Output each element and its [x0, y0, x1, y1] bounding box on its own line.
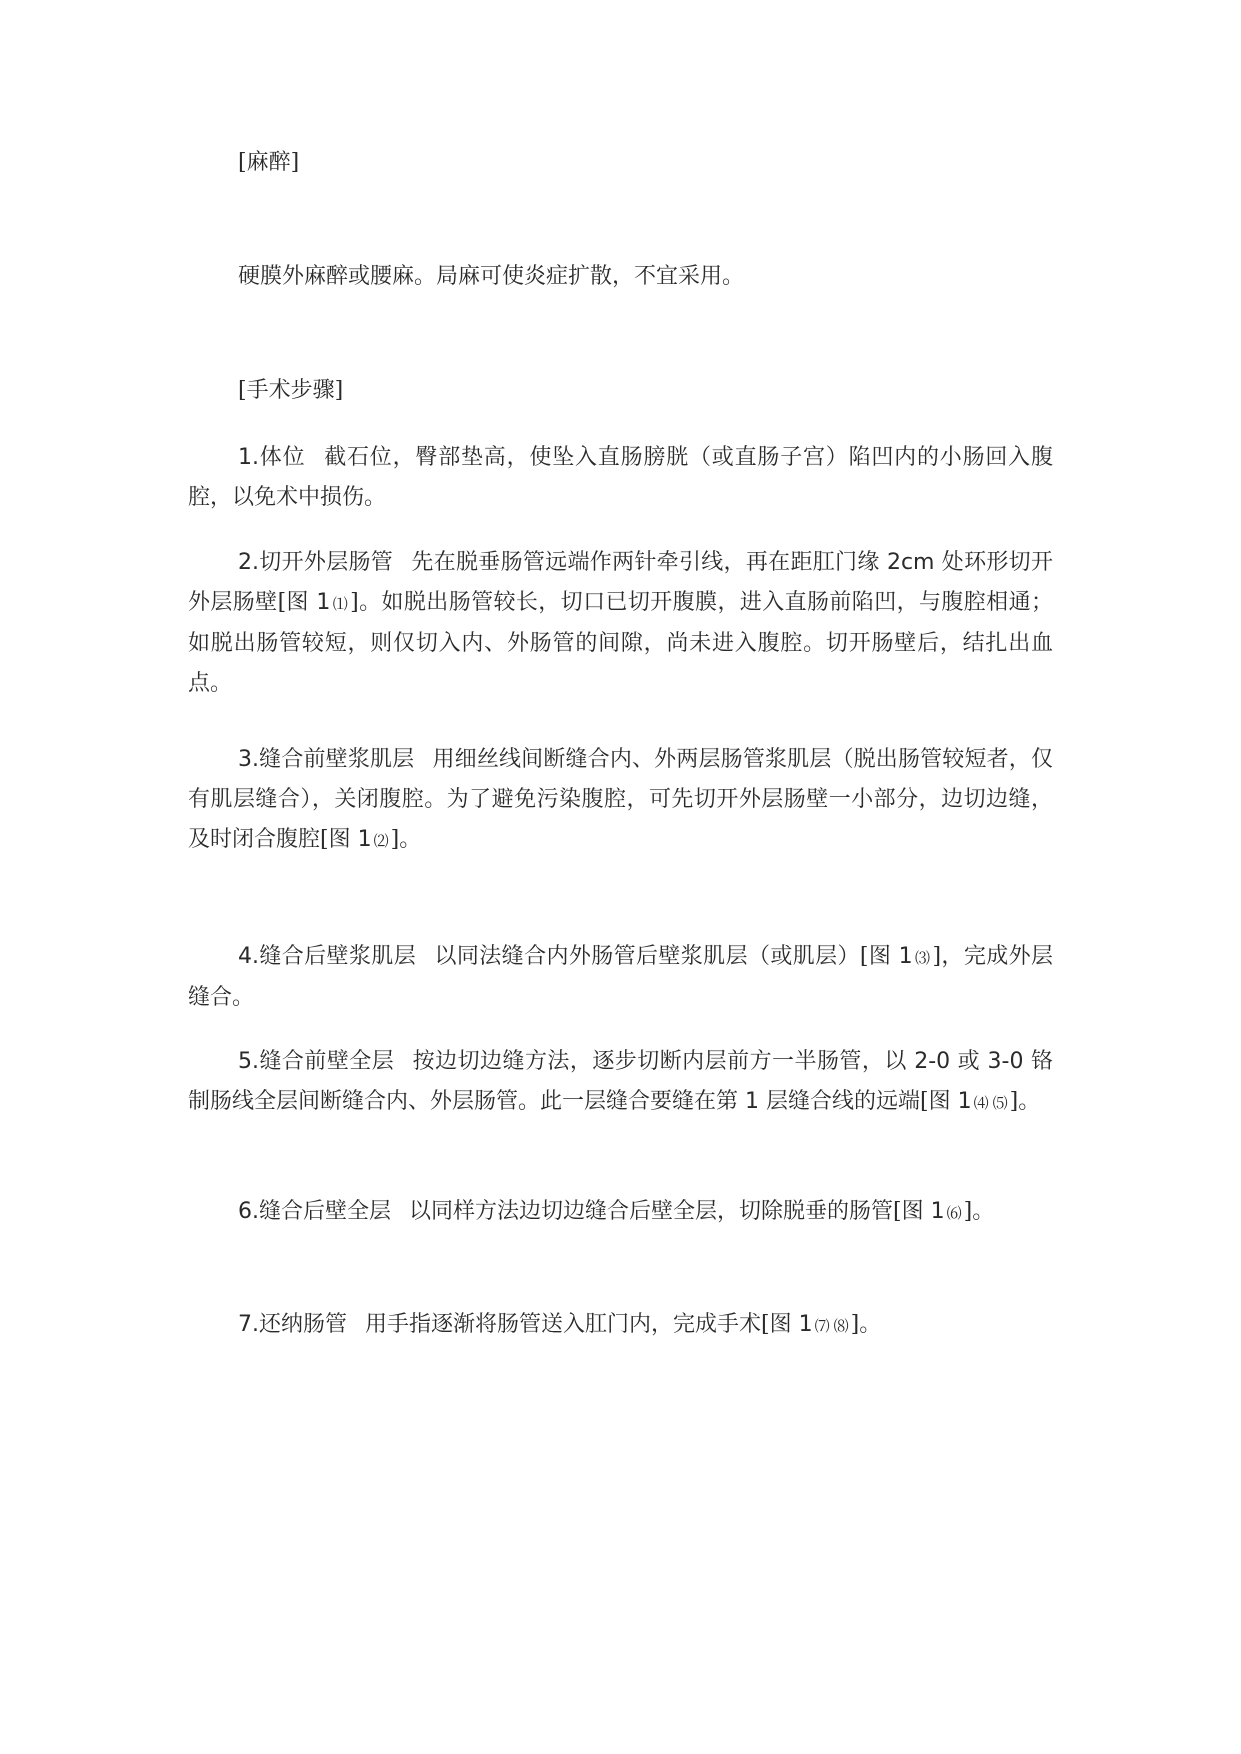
step-body: 以同样方法边切边缝合后壁全层，切除脱垂的肠管[图 — [409, 1199, 924, 1224]
layer-number: 1 — [745, 1089, 760, 1114]
figure-number: 1 — [898, 944, 913, 969]
step-body: 截石位，臀部垫高，使坠入直肠膀胱（或直肠子宫）陷凹内的小肠回入腹腔，以免术中损伤。 — [188, 445, 1053, 510]
step-number: 4. — [238, 944, 259, 969]
step-body: 处环形切开外层肠壁[图 — [188, 550, 1053, 615]
step-title: 缝合后壁浆肌层 — [259, 944, 417, 969]
step-body: ]。 — [850, 1312, 882, 1337]
step-body: ]。 — [1009, 1089, 1041, 1114]
figure-ref: ⑶ — [914, 949, 931, 967]
step-body: 以同法缝合内外肠管后壁浆肌层（或肌层）[图 — [434, 944, 892, 969]
step-title: 还纳肠管 — [259, 1312, 348, 1337]
step-6 — [188, 1192, 1053, 1233]
distance-value: 2cm — [886, 550, 935, 575]
heading-text: [手术步骤] — [238, 378, 344, 403]
step-body: ]。 — [390, 827, 422, 852]
figure-number: 1 — [930, 1199, 945, 1224]
step-title: 缝合后壁全层 — [259, 1199, 392, 1224]
step-number: 2. — [238, 550, 259, 575]
step-body: ]，完成外层缝合。 — [188, 944, 1053, 1010]
figure-ref: ⑴ — [332, 595, 349, 613]
figure-number: 1 — [357, 827, 372, 852]
step-body: 按边切边缝方法，逐步切断内层前方一半肠管，以 — [412, 1049, 907, 1074]
step-title: 缝合前壁全层 — [259, 1049, 395, 1074]
step-4 — [188, 937, 1053, 1018]
step-title: 切开外层肠管 — [259, 550, 394, 575]
figure-ref: ⑷ — [973, 1094, 989, 1112]
step-number: 1. — [238, 445, 259, 470]
step-2 — [188, 543, 1053, 704]
heading-text: [麻醉] — [238, 150, 300, 175]
figure-number: 1 — [957, 1089, 972, 1114]
step-7 — [188, 1305, 1053, 1346]
paragraph-text: 硬膜外麻醉或腰麻。局麻可使炎症扩散，不宜采用。 — [238, 264, 745, 289]
step-3 — [188, 740, 1053, 861]
paragraph-anesthesia — [188, 257, 1053, 297]
step-body: 层缝合线的远端[图 — [766, 1089, 951, 1114]
figure-ref: ⑹ — [946, 1204, 962, 1222]
step-title: 体位 — [259, 445, 306, 470]
step-title: 缝合前壁浆肌层 — [259, 747, 415, 772]
step-number: 7. — [238, 1312, 259, 1337]
suture-size: 2-0 — [914, 1049, 951, 1074]
step-body: ]。如脱出肠管较长，切口已切开腹膜，进入直肠前陷凹，与腹腔相通；如脱出肠管较短，则仅切入内、外肠管的间隙，尚未进入腹腔。切开肠壁后，结扎出血点。 — [188, 590, 1053, 696]
suture-size: 3-0 — [987, 1049, 1024, 1074]
step-number: 5. — [238, 1049, 259, 1074]
step-number: 3. — [238, 747, 259, 772]
step-1 — [188, 438, 1053, 518]
figure-number: 1 — [316, 590, 331, 615]
step-body: 铬制肠线全层间断缝合内、外层肠管。此一层缝合要缝在第 — [188, 1049, 1053, 1114]
section-heading-anesthesia — [188, 143, 1053, 183]
step-body: 用手指逐渐将肠管送入肛门内，完成手术[图 — [365, 1312, 792, 1337]
step-number: 6. — [238, 1199, 259, 1224]
section-heading-steps — [188, 371, 1053, 411]
figure-ref: ⑻ — [833, 1317, 849, 1335]
step-body: ]。 — [963, 1199, 995, 1224]
figure-ref: ⑸ — [992, 1094, 1008, 1112]
step-5 — [188, 1042, 1053, 1123]
step-body: 或 — [957, 1049, 981, 1074]
figure-ref: ⑺ — [814, 1317, 830, 1335]
step-body: 用细丝线间断缝合内、外两层肠管浆肌层（脱出肠管较短者，仅有肌层缝合），关闭腹腔。为了避免污染腹腔，可先切开外层肠壁一小部分，边切边缝，及时闭合腹腔[图 — [188, 747, 1053, 852]
figure-ref: ⑵ — [373, 832, 389, 850]
step-body: 先在脱垂肠管远端作两针牵引线，再在距肛门缘 — [411, 550, 880, 575]
figure-number: 1 — [798, 1312, 813, 1337]
